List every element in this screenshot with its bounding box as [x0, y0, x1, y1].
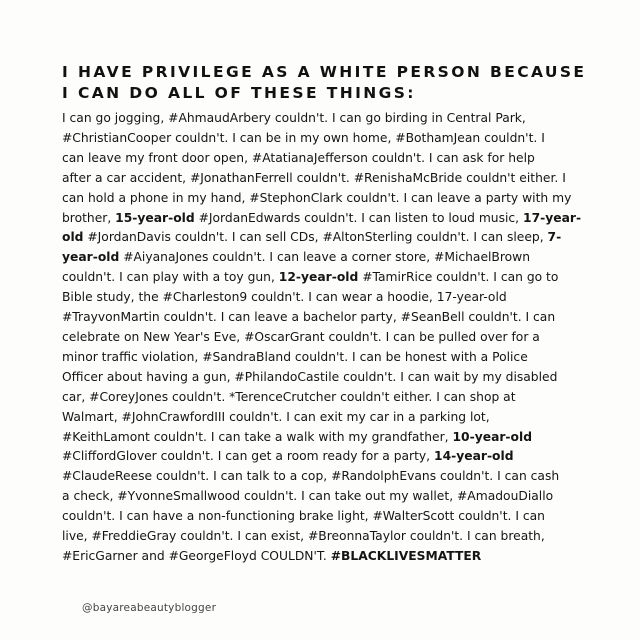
body-text: #TrayvonMartin couldn't. I can leave a bachelor party, #SeanBell couldn't. I can	[62, 310, 556, 325]
body-line	[62, 547, 592, 567]
body-text: #JordanEdwards couldn't. I can listen to loud music,	[194, 210, 524, 225]
bold-age-text: #BLACKLIVESMATTER	[330, 548, 482, 563]
post-title	[62, 62, 592, 104]
body-text: #CliffordGlover couldn't. I can get a room ready for a party,	[62, 449, 435, 464]
body-text: Walmart, #JohnCrawfordIII couldn't. I can exit my car in a parking lot,	[62, 409, 490, 424]
body-text: live, #FreddieGray couldn't. I can exist, #BreonnaTaylor couldn't. I can breath,	[62, 529, 545, 544]
bold-age-text: 7-	[547, 230, 562, 245]
body-text: can leave my front door open, #AtatianaJefferson couldn't. I can ask for help	[62, 150, 535, 165]
body-line	[62, 288, 592, 308]
body-text: #TamirRice couldn't. I can go to	[358, 270, 559, 285]
body-line	[62, 189, 592, 209]
body-text: I can go jogging, #AhmaudArbery couldn't. I can go birding in Central Park,	[62, 111, 526, 125]
body-line	[62, 149, 592, 169]
post-body	[62, 109, 592, 567]
body-text: #AiyanaJones couldn't. I can leave a corner store, #MichaelBrown	[119, 250, 531, 265]
bold-age-text: 14-year-old	[434, 449, 514, 464]
body-line	[62, 209, 592, 229]
body-line	[62, 487, 592, 507]
body-line	[62, 348, 592, 368]
body-text: car, #CoreyJones couldn't. *TerenceCrutcher couldn't either. I can shop at	[62, 389, 516, 404]
bold-age-text: 12-year-old	[278, 270, 359, 285]
bold-age-text: 15-year-old	[115, 210, 195, 225]
body-text: Officer about having a gun, #PhilandoCastile couldn't. I can wait by my disabled	[62, 369, 558, 384]
body-line	[62, 248, 592, 268]
body-line	[62, 368, 592, 388]
body-text: #KeithLamont couldn't. I can take a walk with my grandfather,	[62, 429, 453, 444]
body-line	[62, 109, 592, 129]
body-line	[62, 328, 592, 348]
body-text: can hold a phone in my hand, #StephonClark couldn't. I can leave a party with my	[62, 190, 572, 205]
bold-age-text: 17-year-	[523, 210, 582, 225]
body-text: couldn't. I can play with a toy gun,	[62, 270, 279, 285]
body-line	[62, 308, 592, 328]
post-title-line-2: I CAN DO ALL OF THESE THINGS:	[62, 84, 416, 102]
body-line	[62, 388, 592, 408]
body-line	[62, 268, 592, 288]
body-text: brother,	[62, 210, 116, 225]
body-line	[62, 467, 592, 487]
bold-age-text: old	[62, 230, 84, 245]
body-text: #ClaudeReese couldn't. I can talk to a cop, #RandolphEvans couldn't. I can cash	[62, 469, 560, 484]
body-line	[62, 408, 592, 428]
body-text: #ChristianCooper couldn't. I can be in my own home, #BothamJean couldn't. I	[62, 130, 545, 145]
body-text: after a car accident, #JonathanFerrell couldn't. #RenishaMcBride couldn't either. I	[62, 170, 566, 185]
post-title-line-1: I HAVE PRIVILEGE AS A WHITE PERSON BECAUSE	[62, 63, 587, 81]
body-line	[62, 527, 592, 547]
body-text: #EricGarner and #GeorgeFloyd COULDN'T.	[62, 548, 331, 563]
body-line	[62, 169, 592, 189]
body-line	[62, 447, 592, 467]
bold-age-text: 10-year-old	[452, 429, 533, 444]
body-line	[62, 428, 592, 448]
bold-age-text: year-old	[62, 250, 120, 265]
body-text: celebrate on New Year's Eve, #OscarGrant couldn't. I can be pulled over for a	[62, 329, 540, 344]
author-handle: @bayareabeautyblogger	[82, 602, 217, 614]
body-line	[62, 228, 592, 248]
body-line	[62, 129, 592, 149]
body-line	[62, 507, 592, 527]
body-text: couldn't. I can have a non-functioning brake light, #WalterScott couldn't. I can	[62, 509, 545, 524]
body-text: #JordanDavis couldn't. I can sell CDs, #AltonSterling couldn't. I can sleep,	[83, 230, 548, 245]
body-text: a check, #YvonneSmallwood couldn't. I can take out my wallet, #AmadouDiallo	[62, 489, 554, 504]
body-text: minor traffic violation, #SandraBland couldn't. I can be honest with a Police	[62, 349, 528, 364]
body-text: Bible study, the #Charleston9 couldn't. I can wear a hoodie, 17-year-old	[62, 290, 507, 305]
